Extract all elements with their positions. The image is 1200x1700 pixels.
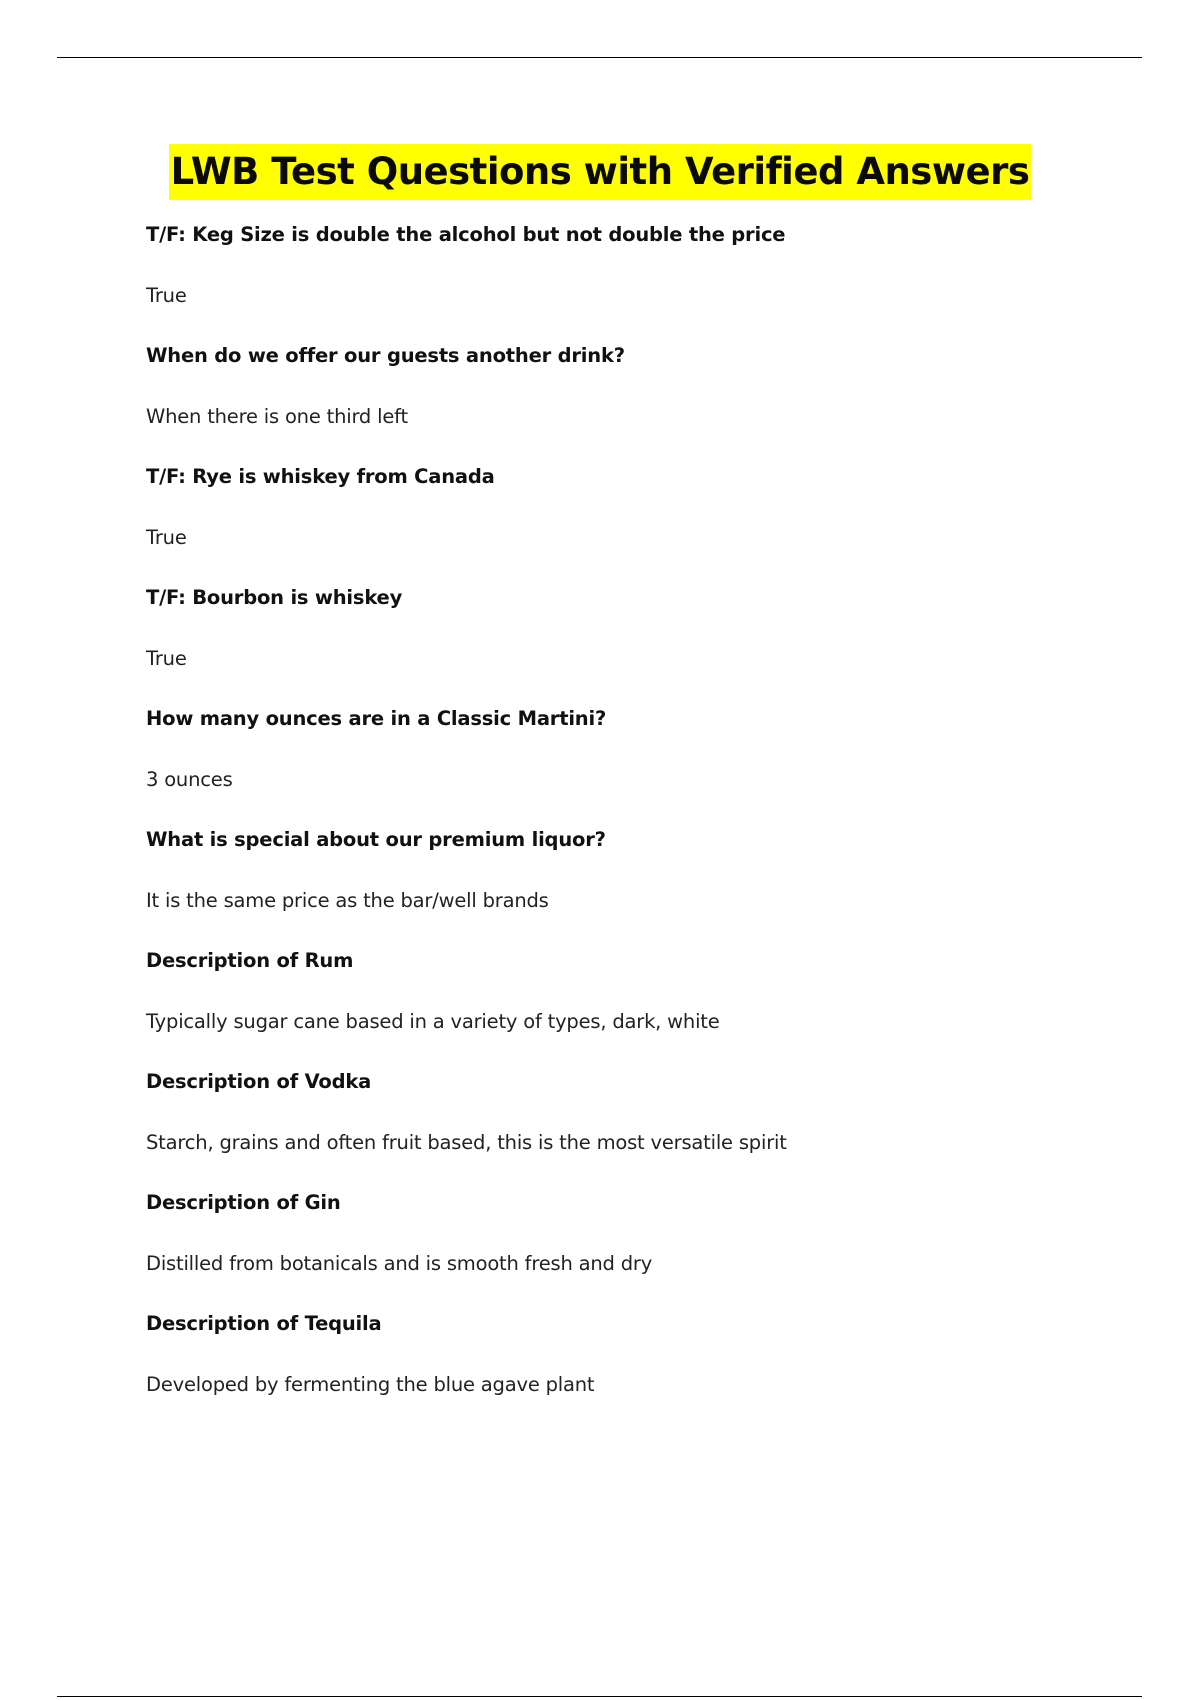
answer-text: True [146, 283, 187, 307]
qa-item [146, 704, 1146, 795]
qa-item [146, 946, 1146, 1037]
qa-list [146, 220, 1146, 1430]
question-text: Description of Gin [146, 1191, 341, 1214]
answer-text: It is the same price as the bar/well brands [146, 888, 549, 912]
question-text: T/F: Keg Size is double the alcohol but not double the price [146, 223, 786, 246]
qa-item [146, 1067, 1146, 1158]
question-text: T/F: Bourbon is whiskey [146, 586, 403, 609]
answer-text: Typically sugar cane based in a variety of types, dark, white [146, 1009, 720, 1033]
bottom-rule [57, 1696, 1142, 1697]
title-container [0, 144, 1200, 200]
answer-text: True [146, 646, 187, 670]
answer-text: True [146, 525, 187, 549]
qa-item [146, 825, 1146, 916]
question-text: Description of Vodka [146, 1070, 372, 1093]
qa-item [146, 583, 1146, 674]
question-text: T/F: Rye is whiskey from Canada [146, 465, 495, 488]
answer-text: Distilled from botanicals and is smooth fresh and dry [146, 1251, 653, 1275]
question-text: When do we offer our guests another drink? [146, 344, 625, 367]
qa-item [146, 220, 1146, 311]
question-text: Description of Tequila [146, 1312, 382, 1335]
answer-text: Developed by fermenting the blue agave plant [146, 1372, 595, 1396]
question-text: What is special about our premium liquor? [146, 828, 606, 851]
answer-text: 3 ounces [146, 767, 233, 791]
qa-item [146, 1309, 1146, 1400]
answer-text: Starch, grains and often fruit based, this is the most versatile spirit [146, 1130, 787, 1154]
qa-item [146, 1188, 1146, 1279]
qa-item [146, 341, 1146, 432]
question-text: Description of Rum [146, 949, 354, 972]
question-text: How many ounces are in a Classic Martini? [146, 707, 607, 730]
top-rule [57, 57, 1142, 58]
answer-text: When there is one third left [146, 404, 408, 428]
qa-item [146, 462, 1146, 553]
document-title: LWB Test Questions with Verified Answers [169, 144, 1032, 200]
